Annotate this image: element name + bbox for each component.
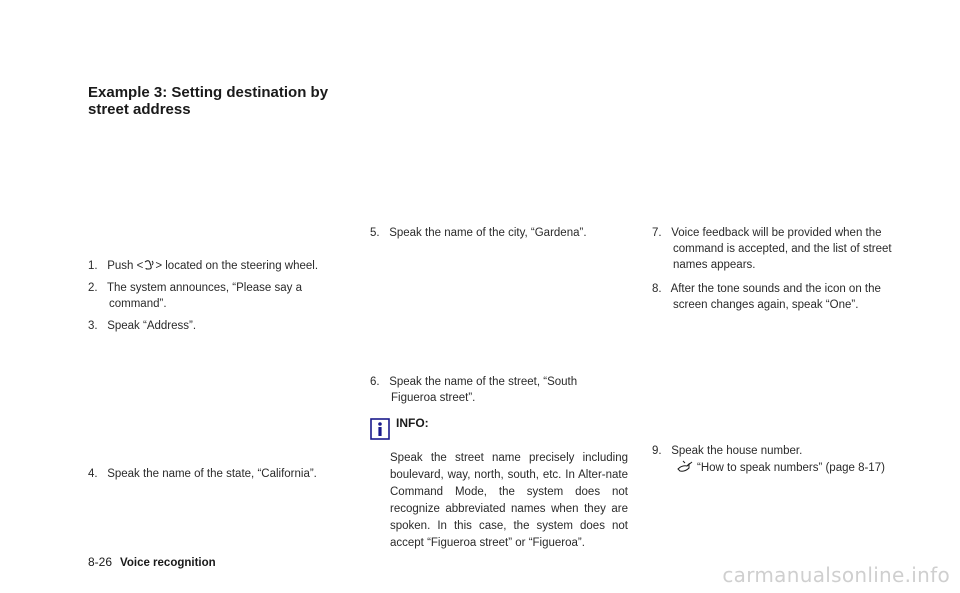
page-footer: [88, 555, 216, 569]
step-6: 6. Speak the name of the street, “South Figueroa street”.: [370, 376, 578, 404]
info-text: Speak the street name precisely including boulevard, way, north, south, etc. In Alter-nate Command Mode, the system does not recognize abbreviated names when they are spoken. In this case, the system does not accept “Figueroa street” or “Figueroa”.: [390, 452, 628, 549]
step-9: 9. Speak the house number.: [652, 445, 803, 457]
info-icon: [370, 418, 390, 440]
info-note: [370, 418, 638, 552]
talk-switch-icon: [143, 259, 155, 271]
page-reference[interactable]: “How to speak numbers” (page 8-17): [676, 459, 926, 476]
step-2: 2. The system announces, “Please say a command”.: [88, 282, 302, 310]
step-8: 8. After the tone sounds and the icon on the screen changes again, speak “One”.: [652, 283, 881, 311]
step-7: 7. Voice feedback will be provided when the command is accepted, and the list of street names appears.: [652, 227, 892, 271]
step-4: 4. Speak the name of the state, “California”.: [88, 468, 317, 480]
step-1: 1. Push < > located on the steering wheel.: [88, 260, 319, 272]
watermark: carmanualsonline.info: [722, 563, 950, 587]
page-reference-icon: [676, 459, 694, 473]
page-number: 8-26: [88, 555, 113, 569]
info-label: INFO:: [396, 416, 429, 430]
step-5: 5. Speak the name of the city, “Gardena”.: [370, 227, 587, 239]
section-name: Voice recognition: [120, 557, 216, 569]
section-heading: Example 3: Setting destination by street address: [88, 84, 329, 118]
step-3: 3. Speak “Address”.: [88, 320, 197, 332]
